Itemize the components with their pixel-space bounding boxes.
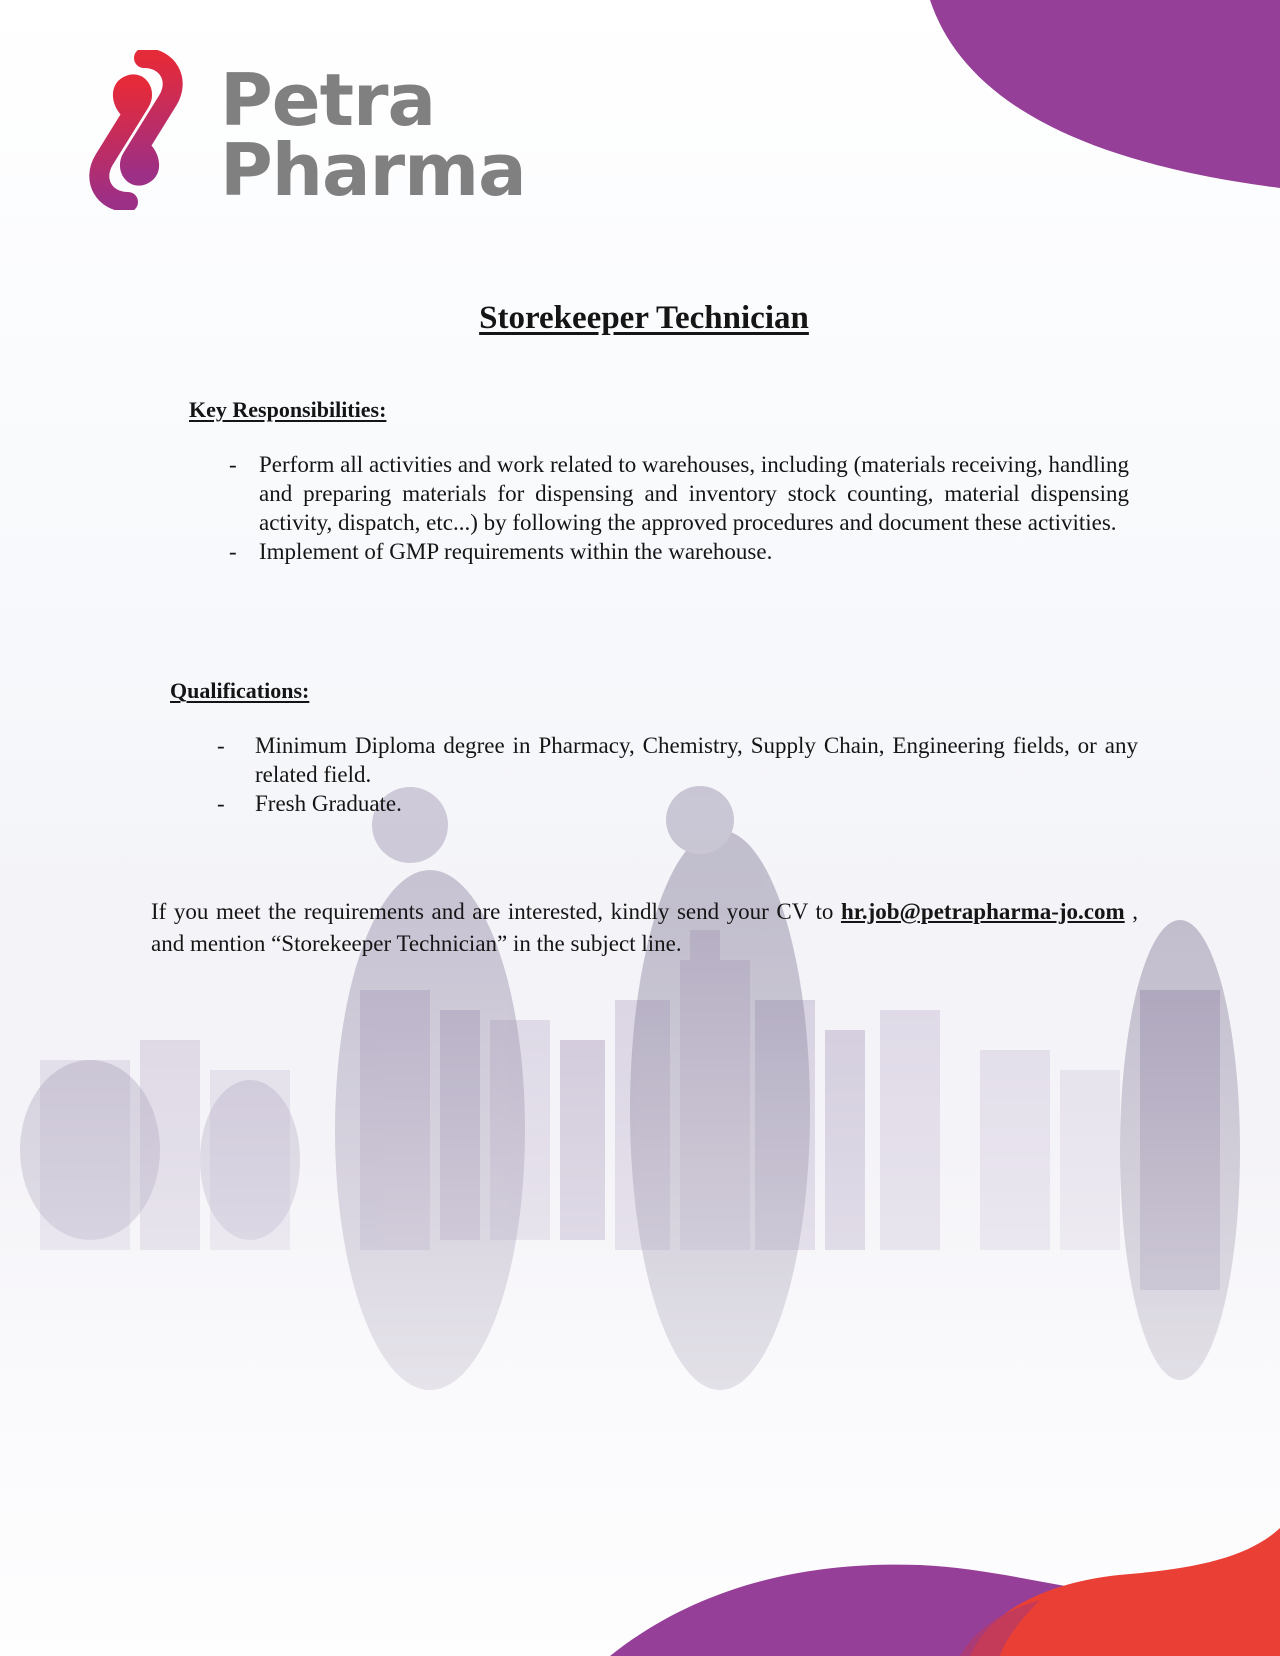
qualifications-heading: Qualifications: — [170, 678, 310, 703]
list-item — [217, 789, 1138, 818]
responsibilities-heading: Key Responsibilities: — [189, 397, 387, 422]
application-instructions — [151, 896, 1138, 960]
contact-text-before: If you meet the requirements and are interested, kindly send your CV to — [151, 899, 841, 924]
logo-text-petra: Petra — [220, 58, 436, 142]
bullet-dash: - — [229, 452, 237, 477]
list-item — [229, 450, 1129, 537]
job-title: Storekeeper Technician — [479, 300, 809, 336]
list-item-text: Minimum Diploma degree in Pharmacy, Chemistry, Supply Chain, Engineering fields, or any related field. — [255, 733, 1138, 787]
list-item-text: Implement of GMP requirements within the warehouse. — [259, 539, 773, 564]
list-item-text: Fresh Graduate. — [255, 791, 402, 816]
email-link[interactable]: hr.job@petrapharma-jo.com — [840, 899, 1125, 924]
responsibilities-list — [229, 450, 1129, 566]
list-item — [229, 537, 1129, 566]
list-item-text: Perform all activities and work related to warehouses, including (materials receiving, handling and preparing materials for dispensing and inventory stock counting, material dispensing activity, dispatch, etc...) by following the approved procedures and document these activities. — [259, 452, 1129, 535]
logo-text-pharma: Pharma — [220, 128, 526, 212]
petra-pharma-s-mark-icon — [86, 50, 186, 210]
qualifications-list — [217, 731, 1138, 818]
bullet-dash: - — [217, 733, 225, 758]
company-logo — [86, 50, 526, 212]
contact-text-after: , and mention “Storekeeper Technician” in the subject line. — [151, 899, 1138, 956]
bullet-dash: - — [217, 791, 225, 816]
list-item — [217, 731, 1138, 789]
bullet-dash: - — [229, 539, 237, 564]
